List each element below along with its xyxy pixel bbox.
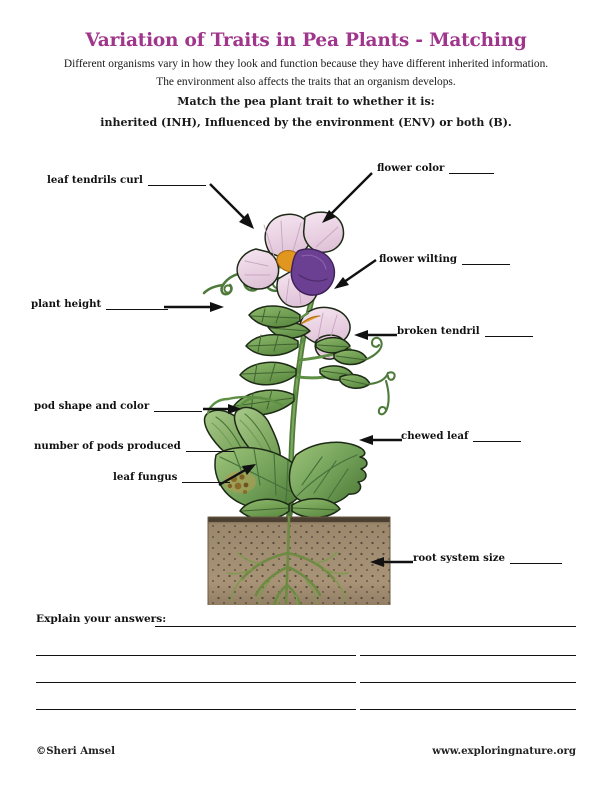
label-number-of-pods-produced	[34, 440, 234, 452]
answer-blank-flower-color[interactable]	[449, 164, 494, 174]
label-broken-tendril	[397, 325, 533, 337]
answer-line-3a[interactable]	[36, 682, 356, 683]
label-root-system-size	[413, 552, 562, 564]
instruction-line-2: inherited (INH), Influenced by the environment (ENV) or both (B).	[100, 116, 512, 129]
answer-blank-leaf-tendrils-curl[interactable]	[148, 176, 206, 186]
label-leaf-fungus-text: leaf fungus	[113, 471, 178, 483]
answer-line-1[interactable]	[155, 626, 576, 627]
label-chewed-leaf-text: chewed leaf	[401, 430, 469, 442]
arrow-pod-shape-and-color	[203, 401, 243, 417]
pea-plant-illustration	[150, 155, 450, 605]
label-leaf-tendrils-curl	[47, 174, 206, 186]
label-leaf-tendrils-curl-text: leaf tendrils curl	[47, 174, 143, 186]
arrow-root-system-size	[369, 554, 413, 570]
arrow-plant-height	[164, 299, 226, 315]
answer-blank-root-system-size[interactable]	[510, 554, 562, 564]
label-flower-color	[377, 162, 494, 174]
arrow-flower-color	[312, 171, 374, 233]
label-pod-shape-and-color	[34, 400, 202, 412]
label-flower-wilting-text: flower wilting	[379, 253, 457, 265]
label-leaf-fungus	[113, 471, 230, 483]
arrow-chewed-leaf	[358, 432, 402, 448]
label-flower-color-text: flower color	[377, 162, 445, 174]
footer-copyright: ©Sheri Amsel	[36, 745, 115, 757]
answer-blank-number-of-pods-produced[interactable]	[186, 442, 234, 452]
footer-website[interactable]: www.exploringnature.org	[432, 745, 576, 757]
label-root-system-size-text: root system size	[413, 552, 505, 564]
answer-blank-broken-tendril[interactable]	[485, 327, 533, 337]
answer-line-2a[interactable]	[36, 655, 356, 656]
answer-blank-plant-height[interactable]	[106, 300, 168, 310]
answer-blank-flower-wilting[interactable]	[462, 255, 510, 265]
answer-blank-pod-shape-and-color[interactable]	[154, 402, 202, 412]
answer-line-3b[interactable]	[360, 682, 576, 683]
label-chewed-leaf	[401, 430, 521, 442]
instruction-line-1: Match the pea plant trait to whether it is:	[177, 95, 435, 108]
explain-prompt: Explain your answers:	[36, 613, 167, 625]
intro-line-1: Different organisms vary in how they look and function because they have different inherited information.	[63, 58, 549, 70]
label-broken-tendril-text: broken tendril	[397, 325, 480, 337]
intro-line-2: The environment also affects the traits that an organism develops.	[156, 76, 456, 88]
answer-line-4a[interactable]	[36, 709, 356, 710]
arrow-broken-tendril	[353, 327, 397, 343]
page-title: Variation of Traits in Pea Plants - Matching	[85, 30, 527, 51]
label-flower-wilting	[379, 253, 510, 265]
arrow-leaf-tendrils-curl	[208, 182, 260, 234]
answer-blank-chewed-leaf[interactable]	[473, 432, 521, 442]
label-plant-height	[31, 298, 168, 310]
label-pod-shape-and-color-text: pod shape and color	[34, 400, 150, 412]
answer-line-2b[interactable]	[360, 655, 576, 656]
label-number-of-pods-produced-text: number of pods produced	[34, 440, 181, 452]
arrow-flower-wilting	[330, 258, 378, 292]
answer-line-4b[interactable]	[360, 709, 576, 710]
arrow-leaf-fungus	[218, 462, 258, 488]
label-plant-height-text: plant height	[31, 298, 102, 310]
